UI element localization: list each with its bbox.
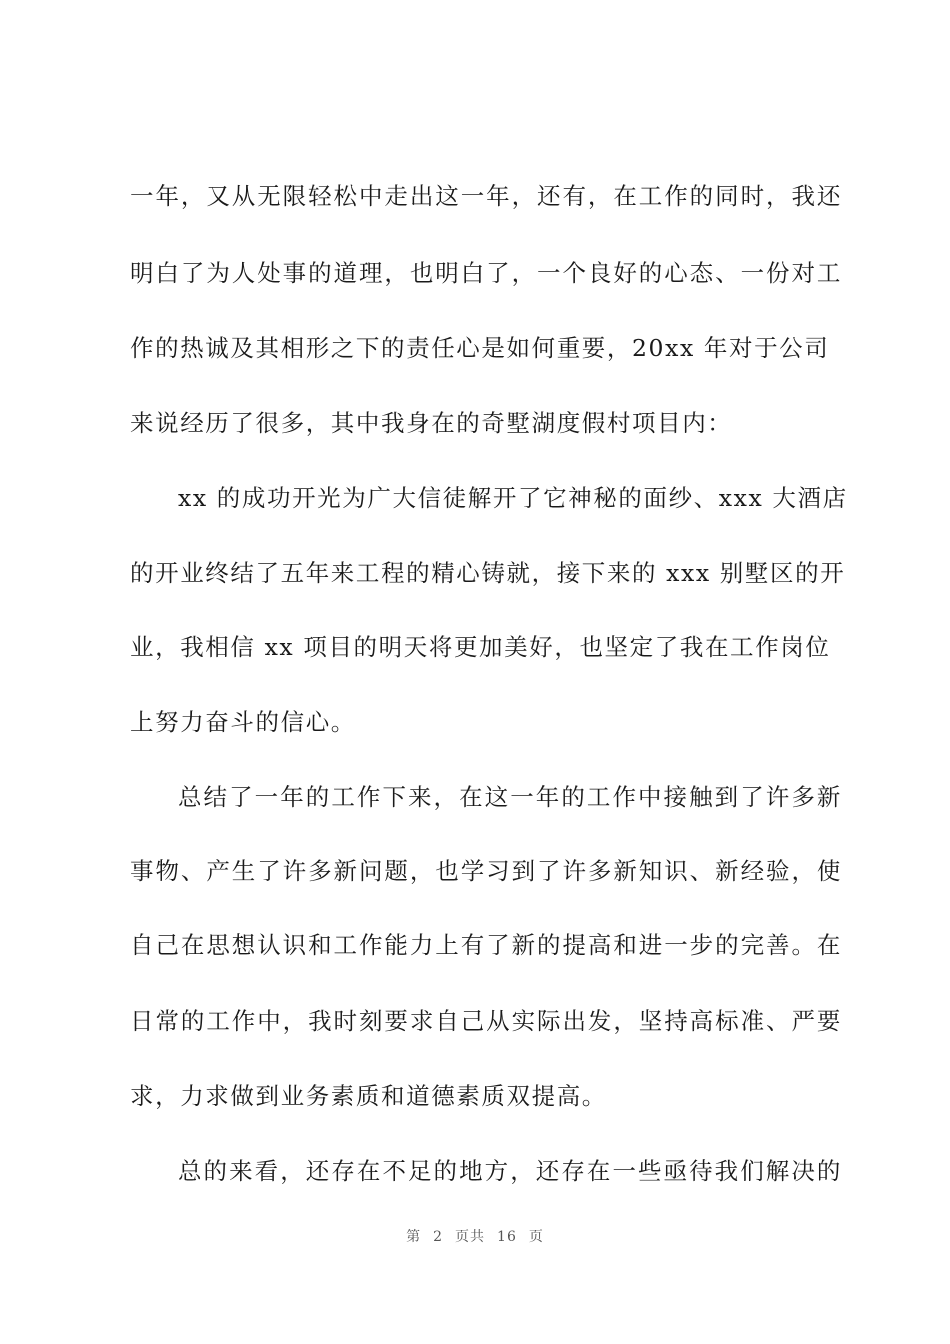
text-line: 自己在思想认识和工作能力上有了新的提高和进一步的完善。在 <box>130 931 842 959</box>
text-line: 日常的工作中，我时刻要求自己从实际出发，坚持高标准、严要 <box>130 1007 842 1035</box>
text-line: 一年，又从无限轻松中走出这一年，还有，在工作的同时，我还 <box>130 182 842 210</box>
page-number: 2 <box>433 1229 444 1245</box>
total-pages: 16 <box>497 1229 517 1245</box>
text-line: 明白了为人处事的道理，也明白了，一个良好的心态、一份对工 <box>130 259 842 287</box>
page-footer <box>0 1227 950 1247</box>
footer-middle: 页共 <box>455 1229 486 1245</box>
footer-prefix: 第 <box>406 1229 422 1245</box>
text-line: 上努力奋斗的信心。 <box>130 708 356 736</box>
footer-suffix: 页 <box>528 1229 544 1245</box>
text-line: 事物、产生了许多新问题，也学习到了许多新知识、新经验，使 <box>130 857 842 885</box>
text-line: 业，我相信 xx 项目的明天将更加美好，也坚定了我在工作岗位 <box>130 633 831 661</box>
text-line: 作的热诚及其相形之下的责任心是如何重要，20xx 年对于公司 <box>130 334 830 362</box>
text-line: xx 的成功开光为广大信徒解开了它神秘的面纱、xxx 大酒店 <box>178 484 848 512</box>
text-line: 求，力求做到业务素质和道德素质双提高。 <box>130 1082 607 1110</box>
text-line: 来说经历了很多，其中我身在的奇墅湖度假村项目内： <box>130 409 733 437</box>
text-line: 总结了一年的工作下来，在这一年的工作中接触到了许多新 <box>178 783 842 811</box>
text-line: 的开业终结了五年来工程的精心铸就，接下来的 xxx 别墅区的开 <box>130 559 846 587</box>
text-line: 总的来看，还存在不足的地方，还存在一些亟待我们解决的 <box>178 1157 842 1185</box>
